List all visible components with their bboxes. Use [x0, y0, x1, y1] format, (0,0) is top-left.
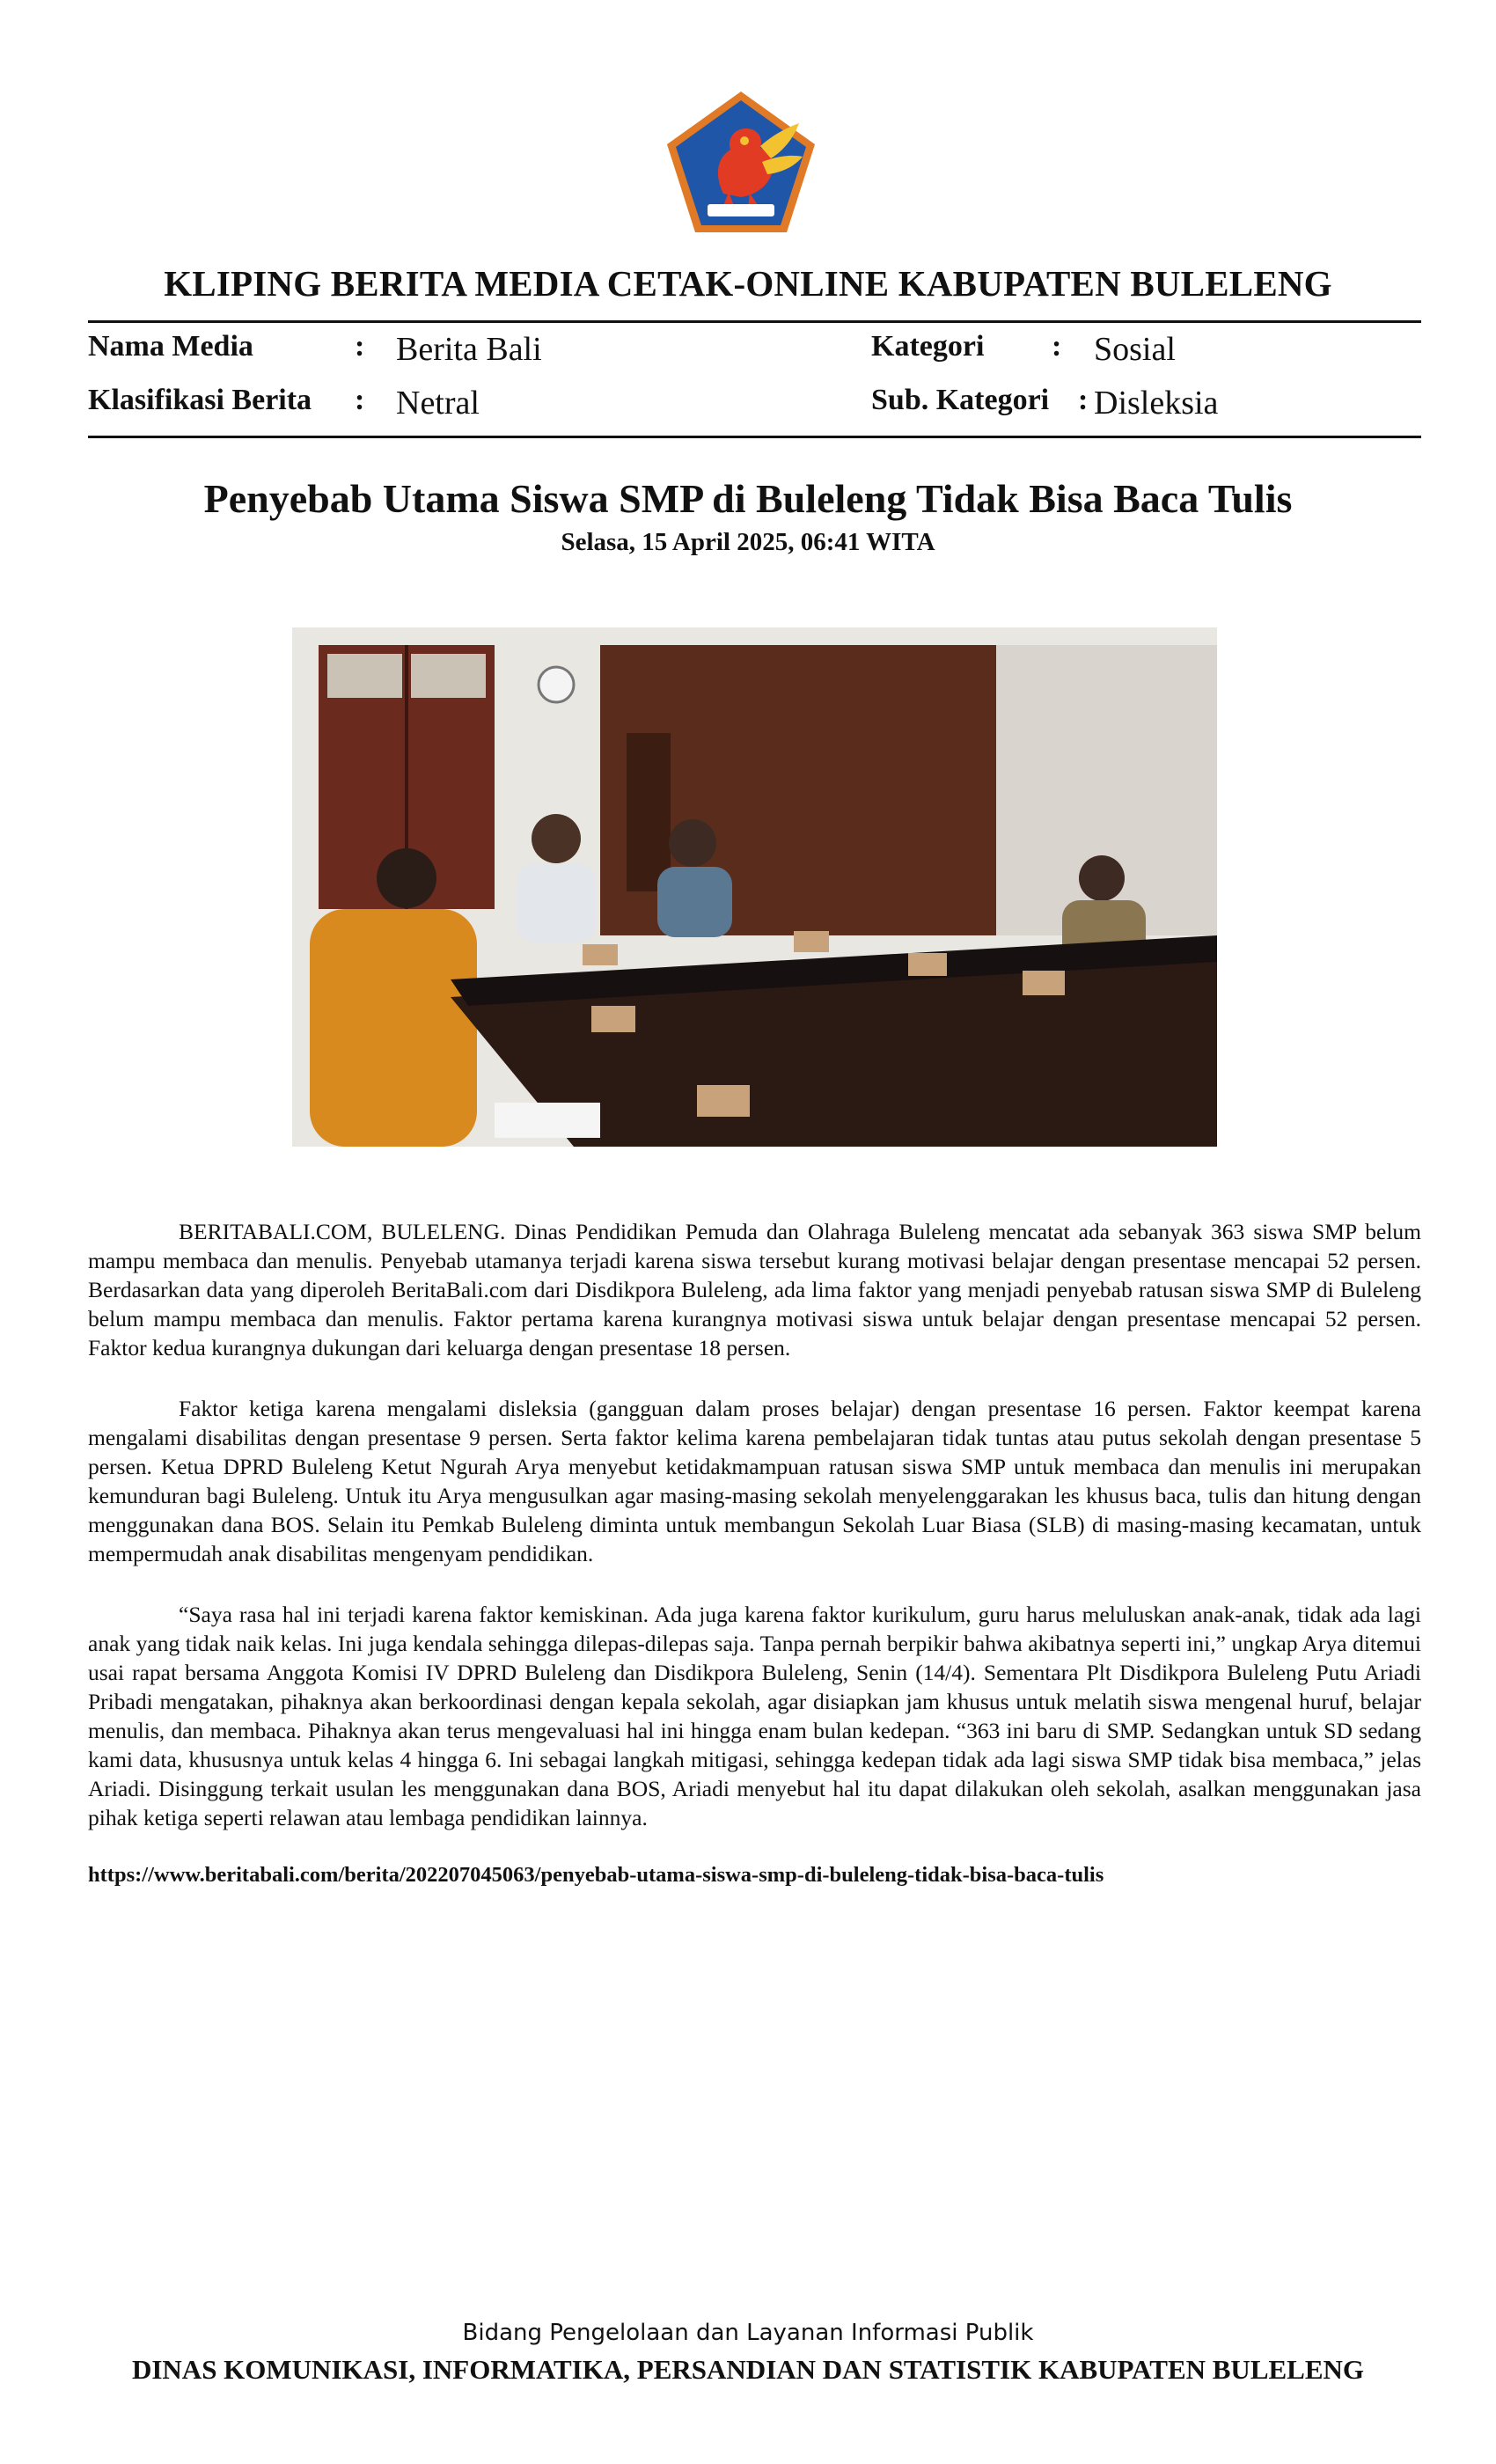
clipping-header-title: KLIPING BERITA MEDIA CETAK-ONLINE KABUPATEN BULELENG — [164, 263, 1332, 304]
classification-colon: : — [355, 384, 365, 416]
category-colon: : — [1052, 330, 1062, 363]
subcategory-value: Disleksia — [1094, 385, 1219, 422]
meta-row-2 — [88, 384, 1421, 428]
article-photo — [292, 627, 1217, 1147]
article-body — [88, 1217, 1421, 1921]
category-label: Kategori — [871, 330, 985, 363]
header-bottom-rule — [88, 436, 1421, 438]
article-paragraph-3: “Saya rasa hal ini terjadi karena faktor kemiskinan. Ada juga karena faktor kurikulum, guru harus meluluskan anak-anak, tidak ada lagi anak yang tidak naik kelas. Ini juga kendala sehingga dilepas-dilepas saja. Tanpa pernah berpikir bahwa akibatnya seperti ini,” ungkap Arya ditemui usai rapat bersama Anggota Komisi IV DPRD Buleleng dan Disdikpora Buleleng, Senin (14/4). Sementara Plt Disdikpora Buleleng Putu Ariadi Pribadi mengatakan, pihaknya akan berkoordinasi dengan kepala sekolah, agar disiapkan jam khusus untuk melatih siswa mengenal huruf, belajar menulis, dan membaca. Pihaknya akan terus mengevaluasi hal ini hingga enam bulan kedepan. “363 ini baru di SMP. Sedangkan untuk SD sedang kami data, khususnya untuk kelas 4 hingga 6. Ini sebagai langkah mitigasi, sehingga kedepan tidak ada lagi siswa SMP tidak bisa membaca,” jelas Ariadi. Disinggung terkait usulan les menggunakan dana BOS, Ariadi menyebut hal itu dapat dilakukan oleh sekolah, asalkan menggunakan jasa pihak ketiga seperti relawan atau lembaga pendidikan lainnya. — [88, 1602, 1421, 1830]
meta-row-1 — [88, 330, 1421, 374]
subcategory-colon: : — [1078, 384, 1089, 416]
emblem-graphic — [662, 88, 820, 236]
media-label: Nama Media — [88, 330, 253, 363]
source-url-link[interactable]: https://www.beritabali.com/berita/202207045063/penyebab-utama-siswa-smp-di-buleleng-tidak-bisa-baca-tulis — [88, 1863, 1104, 1887]
article-title: Penyebab Utama Siswa SMP di Buleleng Tidak Bisa Baca Tulis — [203, 476, 1293, 521]
footer-division: Bidang Pengelolaan dan Layanan Informasi Publik — [462, 2320, 1034, 2346]
header-top-rule — [88, 320, 1421, 323]
classification-value: Netral — [396, 385, 480, 422]
media-value: Berita Bali — [396, 331, 542, 368]
classification-label: Klasifikasi Berita — [88, 384, 312, 416]
buleleng-emblem-icon — [662, 88, 820, 236]
footer-agency: DINAS KOMUNIKASI, INFORMATIKA, PERSANDIAN DAN STATISTIK KABUPATEN BULELENG — [131, 2354, 1365, 2385]
subcategory-label: Sub. Kategori — [871, 384, 1050, 416]
article-date: Selasa, 15 April 2025, 06:41 WITA — [561, 528, 935, 556]
meeting-photo-graphic — [292, 627, 1217, 1147]
article-paragraph-1: BERITABALI.COM, BULELENG. Dinas Pendidikan Pemuda dan Olahraga Buleleng mencatat ada sebanyak 363 siswa SMP belum mampu membaca dan menulis. Penyebab utamanya terjadi karena siswa tersebut kurang motivasi belajar dengan presentase mencapai 52 persen. Berdasarkan data yang diperoleh BeritaBali.com dari Disdikpora Buleleng, ada lima faktor yang menjadi penyebab ratusan siswa SMP di Buleleng belum mampu membaca dan menulis. Faktor pertama karena kurangnya motivasi siswa untuk belajar dengan presentase mencapai 52 persen. Faktor kedua kurangnya dukungan dari keluarga dengan presentase 18 persen. — [88, 1219, 1421, 1360]
article-paragraph-2: Faktor ketiga karena mengalami disleksia (gangguan dalam proses belajar) dengan presentase 16 persen. Faktor keempat karena mengalami disabilitas dengan presentase 9 persen. Serta faktor kelima karena pembelajaran tidak tuntas atau putus sekolah dengan presentase 5 persen. Ketua DPRD Buleleng Ketut Ngurah Arya menyebut ketidakmampuan ratusan siswa SMP untuk membaca dan menulis ini merupakan kemunduran bagi Buleleng. Untuk itu Arya mengusulkan agar masing-masing sekolah menyelenggarakan les khusus baca, tulis dan hitung dengan menggunakan dana BOS. Selain itu Pemkab Buleleng diminta untuk membangun Sekolah Luar Biasa (SLB) di masing-masing kecamatan, untuk mempermudah anak disabilitas mengenyam pendidikan. — [88, 1396, 1421, 1566]
category-value: Sosial — [1094, 331, 1176, 368]
media-colon: : — [355, 330, 365, 363]
